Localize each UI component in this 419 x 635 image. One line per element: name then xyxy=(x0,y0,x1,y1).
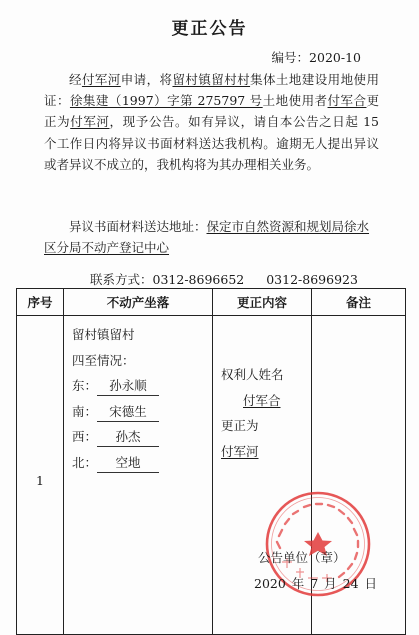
objection-address xyxy=(44,216,379,258)
south-value: 宋德生 xyxy=(97,403,159,422)
text-segment: ，现予公告。如有异议，请自本公告之日起 15 个工作日内将异议书面材料送达我机构。逾期无人提出异议或者异议不成立的，我机构将为其办理相关业务。 xyxy=(44,114,379,172)
table-header-row xyxy=(17,289,406,316)
boundary-label: 四至情况： xyxy=(72,352,135,368)
page-title: 更正公告 xyxy=(171,19,248,39)
header-seq: 序号 xyxy=(17,289,64,316)
phone-number-2: 0312-8696923 xyxy=(266,272,358,287)
west-value: 孙杰 xyxy=(97,428,159,447)
cell-location xyxy=(64,316,213,635)
announcement-paragraph xyxy=(44,69,379,175)
change-new-value xyxy=(221,439,311,465)
old-name: 付军合 xyxy=(327,93,367,109)
boundary-west xyxy=(72,424,212,450)
new-name: 付军河 xyxy=(70,114,110,130)
address-label: 异议书面材料送达地址： xyxy=(69,219,207,234)
text-segment: 申请，将 xyxy=(120,72,173,87)
change-label: 权利人姓名 xyxy=(221,367,284,382)
land-location: 留村镇留村村 xyxy=(172,72,251,87)
text-segment: 土地使用者 xyxy=(262,93,328,109)
address-value: 保定市自然资源和规划局徐水区分局不动产登记中心 xyxy=(44,219,370,255)
change-new-text: 付军河 xyxy=(221,443,259,459)
issuer-label: 公告单位（章） xyxy=(258,550,346,565)
south-label: 南： xyxy=(72,403,98,419)
change-old-value xyxy=(221,388,311,414)
document-number: 编号：2020-10 xyxy=(271,50,361,65)
change-to-label: 更正为 xyxy=(221,418,259,433)
change-old-text: 付军合 xyxy=(243,392,281,408)
boundary-east xyxy=(72,373,212,399)
phone-number-1: 0312-8696652 xyxy=(152,272,245,287)
text-segment: 经 xyxy=(69,72,82,87)
certificate-number: 徐集建（1997）字第 275797 号 xyxy=(69,93,263,109)
announcement-body xyxy=(44,69,379,175)
boundary-north xyxy=(72,450,212,476)
header-location: 不动产坐落 xyxy=(64,289,213,316)
north-value: 空地 xyxy=(97,454,159,473)
north-label: 北： xyxy=(72,454,98,470)
text-segment: 集体土地建设用地使用证： xyxy=(44,72,379,109)
east-value: 孙永顺 xyxy=(97,377,159,396)
cell-seq: 1 xyxy=(17,316,64,635)
text-segment: 更正为 xyxy=(44,93,379,130)
issue-date: 2020 年 7 月 24 日 xyxy=(254,576,378,591)
west-label: 西： xyxy=(72,429,98,444)
east-label: 东： xyxy=(72,378,98,393)
header-remark: 备注 xyxy=(312,289,406,316)
contact-label: 联系方式： xyxy=(90,272,153,287)
boundary-south xyxy=(72,399,212,425)
location-text: 留村镇留村 xyxy=(72,327,135,342)
applicant-name: 付军河 xyxy=(81,72,121,87)
header-change: 更正内容 xyxy=(213,289,312,316)
contact-info xyxy=(90,270,358,288)
